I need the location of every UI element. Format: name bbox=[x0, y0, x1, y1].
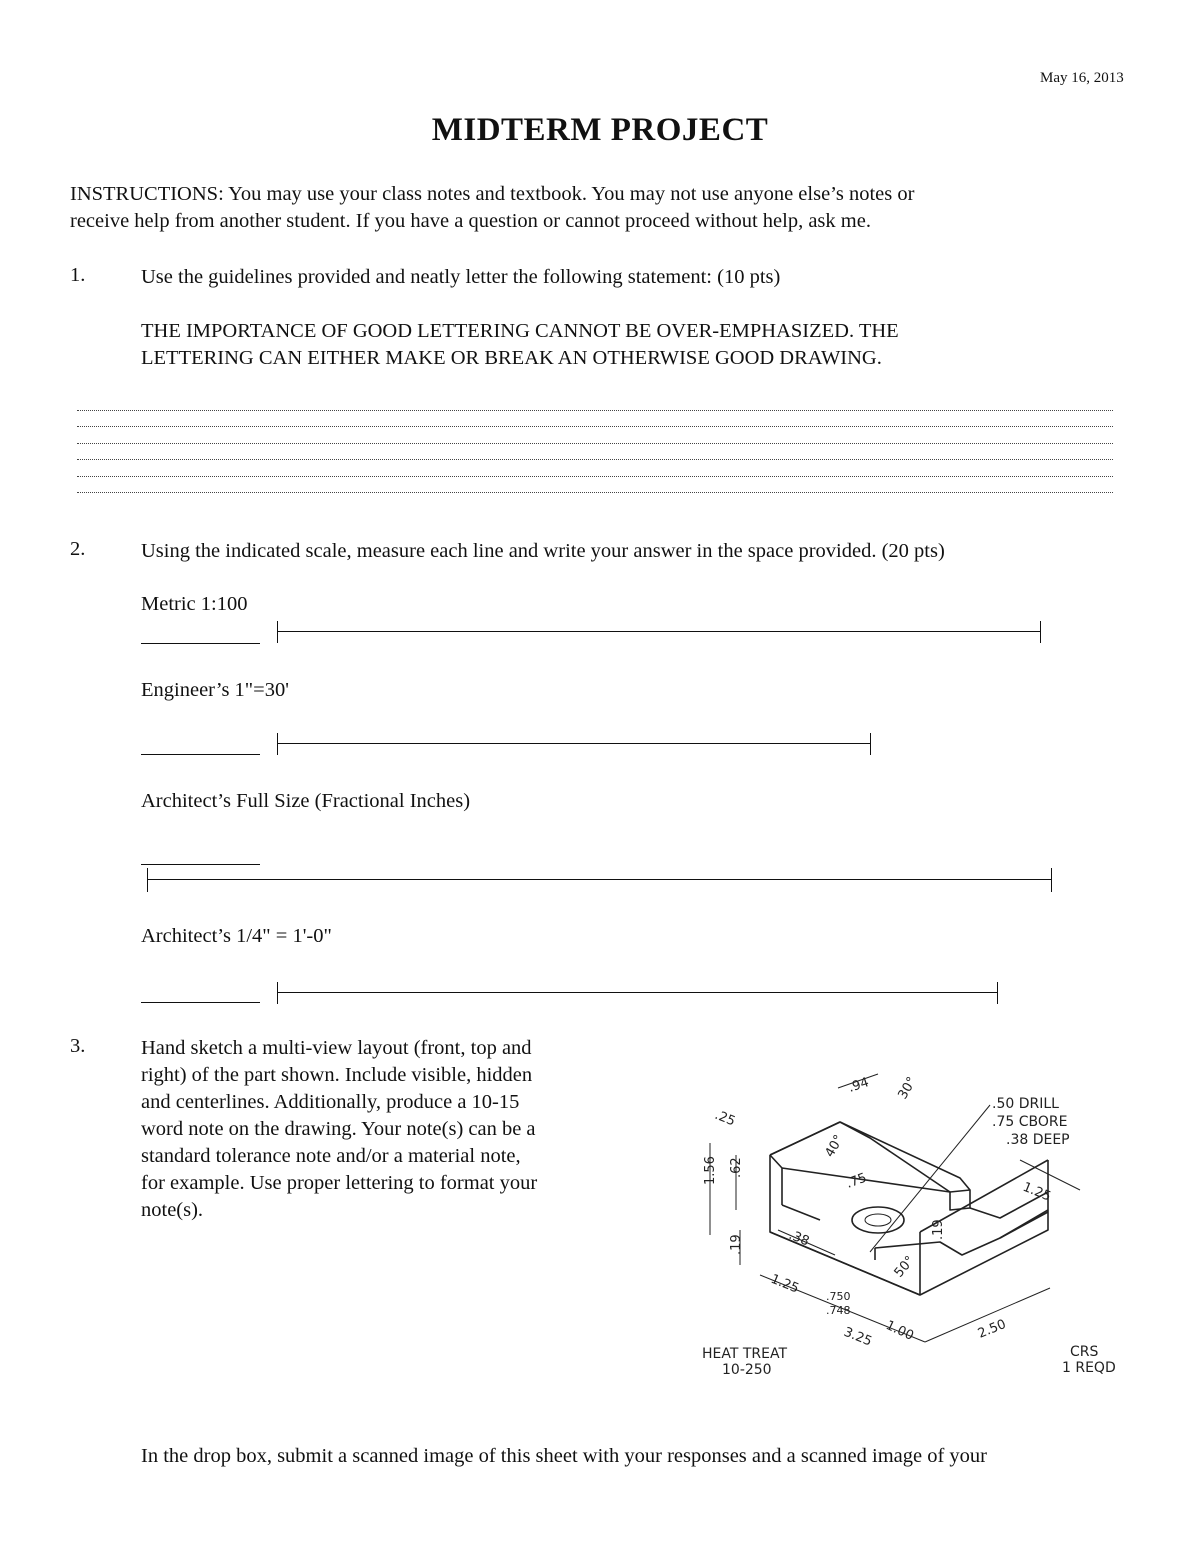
measure-line-engineer bbox=[277, 743, 871, 744]
line-end-tick bbox=[277, 733, 278, 755]
dim-label: 1.25 bbox=[1020, 1179, 1053, 1205]
document-date: May 16, 2013 bbox=[1040, 70, 1124, 86]
material-note: CRS bbox=[1070, 1344, 1099, 1360]
dim-label: 1.56 bbox=[703, 1156, 718, 1185]
callout-line: .38 DEEP bbox=[1006, 1132, 1070, 1148]
dim-label: 1.00 bbox=[883, 1318, 916, 1344]
dim-label: .748 bbox=[826, 1304, 851, 1317]
instructions-line-1: INSTRUCTIONS: You may use your class notes and textbook. You may not use anyone else’s notes or bbox=[70, 183, 915, 205]
measure-line-metric bbox=[277, 631, 1041, 632]
scale-label-architect-full: Architect’s Full Size (Fractional Inches) bbox=[141, 790, 471, 812]
dim-label: .750 bbox=[826, 1290, 851, 1303]
guideline bbox=[77, 492, 1113, 493]
heat-treat-note: 10-250 bbox=[722, 1362, 772, 1378]
dim-label: 2.50 bbox=[975, 1316, 1009, 1342]
question-3-prompt bbox=[141, 1035, 537, 1224]
dim-label: 40° bbox=[822, 1132, 847, 1160]
statement-line-1: THE IMPORTANCE OF GOOD LETTERING CANNOT BE OVER-EMPHASIZED. THE bbox=[141, 320, 899, 342]
dim-label: .25 bbox=[712, 1107, 738, 1130]
statement-line-2: LETTERING CAN EITHER MAKE OR BREAK AN OTHERWISE GOOD DRAWING. bbox=[141, 347, 882, 369]
isometric-part-drawing bbox=[700, 1060, 1140, 1378]
answer-blank-engineer[interactable] bbox=[141, 754, 260, 755]
dim-label: .38 bbox=[786, 1227, 812, 1250]
guideline bbox=[77, 476, 1113, 477]
question-2-number: 2. bbox=[70, 538, 86, 560]
guideline bbox=[77, 426, 1113, 427]
question-2-prompt: Using the indicated scale, measure each line and write your answer in the space provided. (20 pts) bbox=[141, 540, 945, 562]
dim-label: .19 bbox=[931, 1219, 946, 1240]
prompt-line: standard tolerance note and/or a material note, bbox=[141, 1145, 521, 1167]
instructions bbox=[70, 181, 914, 235]
prompt-line: right) of the part shown. Include visible, hidden bbox=[141, 1064, 533, 1086]
dim-label: 3.25 bbox=[841, 1324, 874, 1350]
submission-note: In the drop box, submit a scanned image of this sheet with your responses and a scanned image of your bbox=[141, 1445, 987, 1467]
answer-blank-architect-full[interactable] bbox=[141, 864, 260, 865]
line-end-tick bbox=[147, 868, 148, 892]
callout-line: .50 DRILL bbox=[992, 1096, 1059, 1112]
dim-label: .75 bbox=[844, 1170, 869, 1192]
answer-blank-architect-quarter[interactable] bbox=[141, 1002, 260, 1003]
page-title: MIDTERM PROJECT bbox=[431, 112, 769, 148]
dim-label: .94 bbox=[846, 1075, 871, 1096]
guideline bbox=[77, 443, 1113, 444]
question-3-number: 3. bbox=[70, 1035, 86, 1057]
measure-line-architect-quarter bbox=[277, 992, 998, 993]
prompt-line: note(s). bbox=[141, 1199, 204, 1221]
question-1-prompt: Use the guidelines provided and neatly letter the following statement: (10 pts) bbox=[141, 266, 781, 288]
answer-blank-metric[interactable] bbox=[141, 643, 260, 644]
instructions-line-2: receive help from another student. If you have a question or cannot proceed without help, ask me. bbox=[70, 210, 871, 232]
dim-label: .62 bbox=[729, 1157, 744, 1178]
prompt-line: Hand sketch a multi-view layout (front, top and bbox=[141, 1037, 532, 1059]
dim-label: 30° bbox=[895, 1074, 920, 1102]
guideline bbox=[77, 459, 1113, 460]
measure-line-architect-full bbox=[147, 879, 1052, 880]
material-note: 1 REQD bbox=[1062, 1360, 1116, 1376]
line-end-tick bbox=[1040, 621, 1041, 643]
guideline bbox=[77, 410, 1113, 411]
line-end-tick bbox=[277, 621, 278, 643]
prompt-line: and centerlines. Additionally, produce a 10-15 bbox=[141, 1091, 520, 1113]
line-end-tick bbox=[277, 982, 278, 1004]
question-1-statement bbox=[141, 318, 899, 372]
prompt-line: for example. Use proper lettering to format your bbox=[141, 1172, 538, 1194]
callout-line: .75 CBORE bbox=[992, 1114, 1068, 1130]
dim-label: .19 bbox=[729, 1234, 744, 1255]
question-1-number: 1. bbox=[70, 264, 86, 286]
scale-label-metric: Metric 1:100 bbox=[141, 593, 248, 615]
prompt-line: word note on the drawing. Your note(s) can be a bbox=[141, 1118, 536, 1140]
dim-label: 1.25 bbox=[768, 1271, 801, 1297]
line-end-tick bbox=[870, 733, 871, 755]
heat-treat-note: HEAT TREAT bbox=[702, 1346, 788, 1362]
line-end-tick bbox=[1051, 868, 1052, 892]
line-end-tick bbox=[997, 982, 998, 1004]
dim-label: 50° bbox=[891, 1253, 918, 1281]
scale-label-engineer: Engineer’s 1"=30' bbox=[141, 679, 289, 701]
scale-label-architect-quarter: Architect’s 1/4" = 1'-0" bbox=[141, 925, 332, 947]
